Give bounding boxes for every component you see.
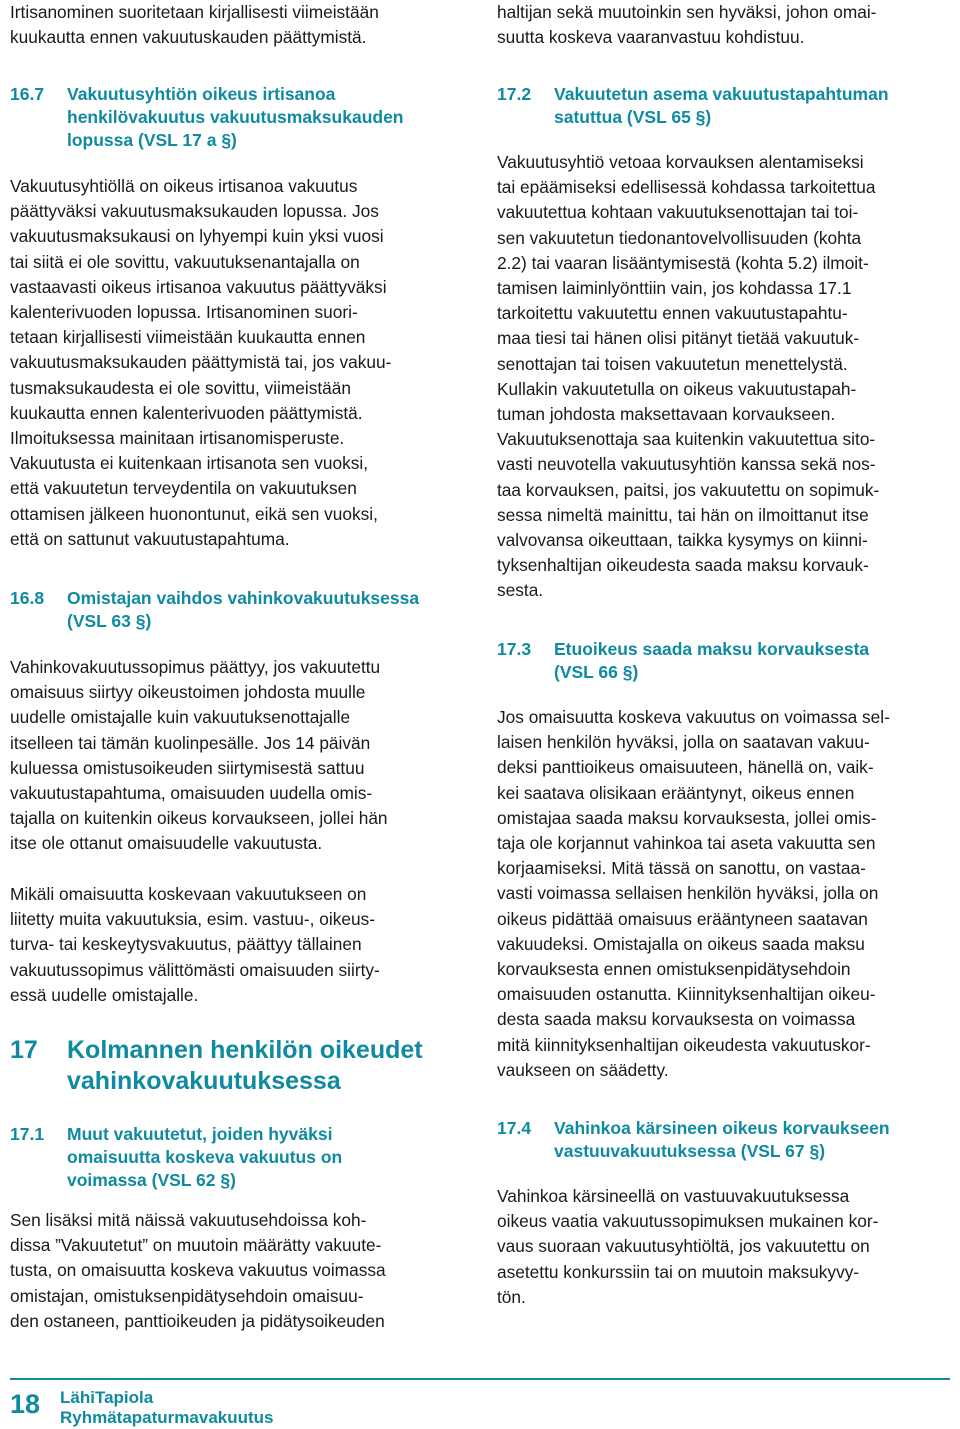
section-title: Muut vakuutetut, joiden hyväksi omaisuutta koskeva vakuutus on voimassa (VSL 62 §): [67, 1124, 343, 1190]
section-title: Omistajan vaihdos vahinkovakuutuksessa (VSL 63 §): [67, 588, 420, 631]
section-17-2-body: Vakuutusyhtiö vetoaa korvauksen alentamiseksi tai epäämiseksi edellisessä kohdassa tarkoitettua vakuutettua kohtaan vakuutuksenottajan tai toi- sen vakuutetun tiedonantovelvollisuuden (kohta 2.2) tai vaaran lisääntymisestä (kohta 5.2) ilmoit- tamisen laiminlyönttiin vain, jos kohdassa 17.1 tarkoitettu vakuutettu ennen vakuutustapahtu- maa tiesi tai hänen olisi pitänyt tietää vakuutuk- senottajan tai toisen vakuutetun menettelystä. Kullakin vakuutetulla on oikeus vakuutustapah- tuman johdosta maksettavaan korvaukseen. Vakuutuksenottaja saa kuitenkin vakuutettua sito- vasti neuvotella vakuutusyhtiön kanssa sekä nos- taa korvauksen, paitsi, jos vakuutettu on sopimuk- sessa nimeltä mainittu, tai hän on ilmoittanut itse valvovansa oikeuttaan, taikka kysymys on kiinni- tyksenhaltijan oikeudesta saada maksu korvauk- sesta.: [497, 152, 880, 601]
section-17-1-body: Sen lisäksi mitä näissä vakuutusehdoissa koh- dissa ”Vakuutetut” on muutoin määrätty vakuute- tusta, on omaisuutta koskeva vakuutus voimassa omistajan, omistuksenpidätysehdoin omaisuu- den ostaneen, panttioikeuden ja pidätysoikeuden: [10, 1210, 386, 1331]
footer-divider: [10, 1378, 950, 1380]
section-17-3-heading: [497, 638, 869, 684]
section-title: Vakuutusyhtiön oikeus irtisanoa henkilövakuutus vakuutusmaksukauden lopussa (VSL 17 a §): [67, 84, 404, 150]
section-17-3-body: Jos omaisuutta koskeva vakuutus on voimassa sel- laisen henkilön hyväksi, jolla on saatavan vakuu- deksi panttioikeus omaisuuteen, hänellä on, vaik- kei saatava olisikaan erääntynyt, oikeus ennen omistajaa saada maksu korvauksesta, jollei omis- taja ole korjannut vahinkoa tai aseta vakuutta sen korjaamiseksi. Mitä tässä on sanottu, on vastaa- vasti voimassa sellaisen henkilön hyväksi, jolla on oikeus pidättää omaisuus erääntyneen saatavan vakuudeksi. Omistajalla on oikeus saada maksu korvauksesta ennen omistuksenpidätysehdoin omaisuuden ostanutta. Kiinnityksenhaltijan oikeu- desta saada maksu korvauksesta on voimassa mitä kiinnityksenhaltijan oikeudesta vakuutuskor- vaukseen on säädetty.: [497, 707, 890, 1080]
chapter-number: 17: [10, 1036, 38, 1064]
section-17-4-body: Vahinkoa kärsineellä on vastuuvakuutuksessa oikeus vaatia vakuutussopimuksen mukainen kor- vaus suoraan vakuutusyhtiöltä, jos vakuutettu on asetettu konkurssiin tai on muutoin maksukyvy- tön.: [497, 1186, 879, 1307]
section-16-8-body-1: Vahinkovakuutussopimus päättyy, jos vakuutettu omaisuus siirtyy oikeustoimen johdosta muulle uudelle omistajalle kuin vakuutuksenottajalle itselleen tai tämän kuolinpesälle. Jos 14 päivän kuluessa omistusoikeuden siirtymisestä sattuu vakuutustapahtuma, omaisuuden uudella omis- tajalla on kuitenkin oikeus korvaukseen, jollei hän itse ole ottanut omaisuudelle vakuutusta.: [10, 657, 388, 854]
chapter-17-heading: [10, 1035, 423, 1097]
section-16-7-heading: [10, 83, 404, 152]
intro-paragraph: haltijan sekä muutoinkin sen hyväksi, johon omai- suutta koskeva vaaranvastuu kohdistuu.: [497, 2, 877, 48]
product-name: Ryhmätapaturmavakuutus: [60, 1408, 274, 1427]
section-number: 16.7: [10, 84, 45, 104]
section-number: 17.3: [497, 639, 532, 659]
footer-brand: [60, 1388, 274, 1428]
section-number: 17.2: [497, 84, 532, 104]
section-title: Vahinkoa kärsineen oikeus korvaukseen vastuuvakuutuksessa (VSL 67 §): [554, 1118, 890, 1161]
section-16-8-body-2: Mikäli omaisuutta koskevaan vakuutukseen on liitetty muita vakuutuksia, esim. vastuu-, oikeus- turva- tai keskeytysvakuutus, päättyy tällainen vakuutussopimus välittömästi omaisuuden siirty- essä uudelle omistajalle.: [10, 884, 380, 1005]
chapter-title: Kolmannen henkilön oikeudet vahinkovakuutuksessa: [67, 1036, 423, 1095]
section-number: 17.1: [10, 1124, 45, 1144]
section-17-1-heading: [10, 1123, 342, 1192]
section-17-4-heading: [497, 1117, 890, 1163]
section-16-7-body: Vakuutusyhtiöllä on oikeus irtisanoa vakuutus päättyväksi vakuutusmaksukauden lopussa. Jos vakuutusmaksukausi on lyhyempi kuin yksi vuosi tai siitä ei ole sovittu, vakuutuksenantajalla on vastaavasti oikeus irtisanoa vakuutus päättyväksi kalenterivuoden lopussa. Irtisanominen suori- tetaan kirjallisesti viimeistään kuukautta ennen vakuutusmaksukauden päättymistä tai, jos vakuu- tusmaksukaudesta ei ole sovittu, viimeistään kuukautta ennen kalenterivuoden päättymistä. Ilmoituksessa mainitaan irtisanomisperuste. Vakuutusta ei kuitenkaan irtisanota sen vuoksi, että vakuutetun terveydentila on vakuutuksen ottamisen jälkeen huonontunut, eikä sen vuoksi, että on sattunut vakuutustapahtuma.: [10, 176, 392, 549]
page-number: 18: [10, 1389, 41, 1419]
intro-paragraph: Irtisanominen suoritetaan kirjallisesti viimeistään kuukautta ennen vakuutuskauden päättymistä.: [10, 2, 379, 48]
brand-name: LähiTapiola: [60, 1388, 154, 1407]
section-number: 17.4: [497, 1118, 532, 1138]
section-17-2-heading: [497, 83, 889, 129]
section-16-8-heading: [10, 587, 419, 633]
section-number: 16.8: [10, 588, 45, 608]
section-title: Vakuutetun asema vakuutustapahtuman satuttua (VSL 65 §): [554, 84, 889, 127]
section-title: Etuoikeus saada maksu korvauksesta (VSL 66 §): [554, 639, 870, 682]
